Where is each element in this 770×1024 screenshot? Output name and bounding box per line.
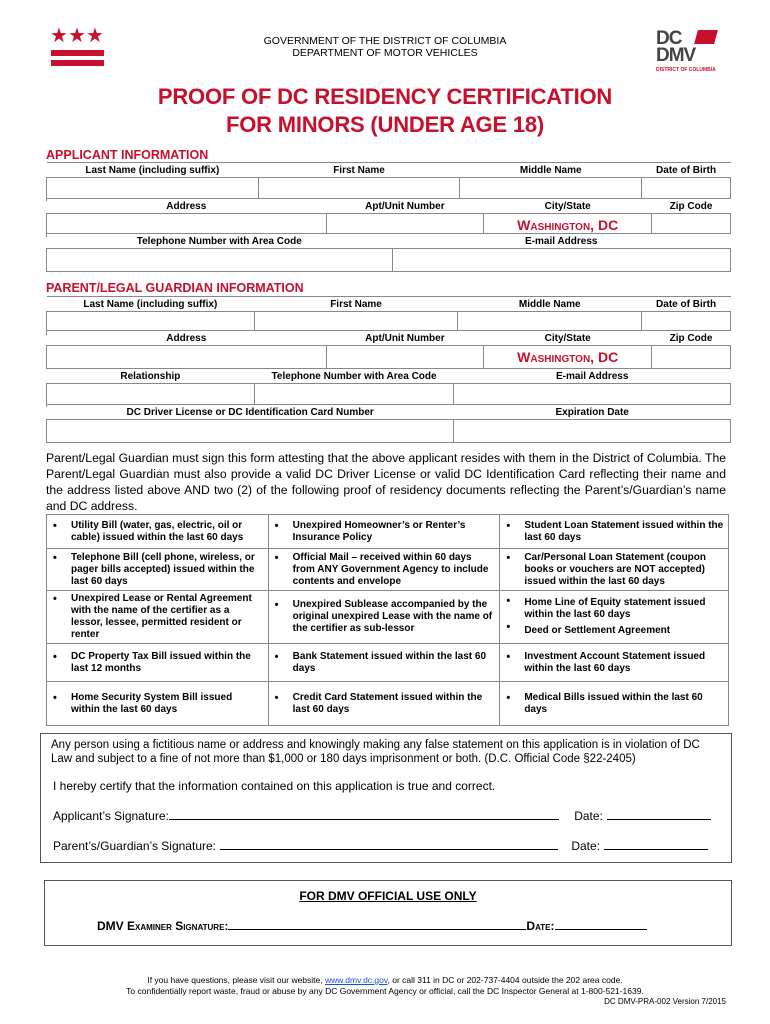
- doc-text: Utility Bill (water, gas, electric, oil or cable) issued within the last 60 days: [71, 519, 244, 543]
- guardian-first-name-label: First Name: [254, 297, 458, 312]
- form-id: DC DMV-PRA-002 Version 7/2015: [604, 997, 726, 1006]
- official-use-title: FOR DMV OFFICIAL USE ONLY: [299, 889, 477, 903]
- doc-text: Unexpired Lease or Rental Agreement with the name of the certifier as a lessor, lessee, permitted resident or renter: [71, 593, 252, 640]
- phone-label: Telephone Number with Area Code: [47, 234, 393, 249]
- footer-text: If you have questions, please visit our website,: [147, 975, 325, 985]
- doc-item: [268, 515, 500, 549]
- doc-item: [500, 515, 729, 549]
- guardian-email-label: E-mail Address: [454, 369, 731, 384]
- footer-text: , or call 311 in DC or 202-737-4404 outside the 202 area code.: [387, 975, 623, 985]
- applicant-date-label: Date:: [574, 809, 603, 823]
- guardian-license-table: [46, 404, 731, 443]
- examiner-signature-line[interactable]: [228, 929, 526, 930]
- guardian-section-title: PARENT/LEGAL GUARDIAN INFORMATION: [46, 281, 304, 295]
- guardian-middle-name-label: Middle Name: [458, 297, 642, 312]
- applicant-address-table: [46, 198, 731, 237]
- relationship-label: Relationship: [47, 369, 255, 384]
- guardian-signature-label: Parent’s/Guardian’s Signature:: [53, 839, 216, 853]
- bullet-icon: •: [274, 691, 279, 704]
- middle-name-label: Middle Name: [460, 163, 642, 178]
- guardian-zip-field[interactable]: [652, 346, 731, 369]
- examiner-signature-label: DMV Examiner Signature:: [97, 919, 229, 933]
- warning-text: Any person using a fictitious name or address and knowingly making any false statement on this application is in violation of DC Law and subject to a fine of not more than $1,000 or 180 days imprisonment or both. (D.C. Official Code §22-2405): [51, 739, 700, 765]
- license-field[interactable]: [47, 420, 454, 443]
- doc-item: [500, 549, 729, 591]
- examiner-date-line[interactable]: [555, 929, 647, 930]
- residency-documents-table: [46, 514, 729, 726]
- doc-item: [268, 591, 500, 644]
- email-label: E-mail Address: [392, 234, 731, 249]
- apt-label: Apt/Unit Number: [326, 199, 484, 214]
- star-icon: ★: [50, 25, 68, 47]
- guardian-city-value: Washington, DC: [484, 346, 652, 369]
- star-icon: ★: [86, 25, 104, 47]
- bullet-icon: •: [53, 519, 57, 532]
- bullet-icon: •: [506, 551, 511, 564]
- form-title-line1: PROOF OF DC RESIDENCY CERTIFICATION: [157, 84, 613, 109]
- applicant-signature-label: Applicant’s Signature:: [53, 809, 169, 823]
- official-use-box: [44, 880, 732, 946]
- bullet-icon: •: [53, 650, 57, 663]
- zip-label: Zip Code: [652, 199, 731, 214]
- applicant-date-line[interactable]: [607, 819, 711, 820]
- guardian-address-label: Address: [47, 331, 327, 346]
- doc-text: Official Mail – received within 60 days from ANY Government Agency to include contents and envelope: [292, 551, 489, 587]
- footer-line2: To confidentially report waste, fraud or abuse by any DC Government Agency or official, call the DC Inspector General at 1-800-521-1639.: [126, 986, 644, 996]
- logo-flag-mark: [694, 30, 718, 44]
- dmv-logo: [656, 30, 722, 78]
- doc-text: Deed or Settlement Agreement: [524, 625, 671, 636]
- first-name-label: First Name: [258, 163, 460, 178]
- doc-text: Medical Bills issued within the last 60 days: [524, 691, 703, 715]
- doc-text: Home Line of Equity statement issued within the last 60 days: [524, 597, 706, 620]
- guardian-apt-field[interactable]: [326, 346, 484, 369]
- doc-item: [500, 644, 729, 682]
- bullet-icon: •: [274, 519, 279, 532]
- guardian-apt-label: Apt/Unit Number: [326, 331, 484, 346]
- guardian-last-name-label: Last Name (including suffix): [47, 297, 255, 312]
- bullet-icon: •: [506, 650, 511, 663]
- applicant-signature-row: [53, 809, 723, 823]
- examiner-date-label: Date:: [526, 919, 555, 933]
- last-name-label: Last Name (including suffix): [47, 163, 259, 178]
- bullet-icon: •: [506, 691, 511, 704]
- doc-text: Credit Card Statement issued within the last 60 days: [292, 691, 483, 715]
- applicant-city-value: Washington, DC: [484, 214, 652, 237]
- doc-item: [268, 549, 500, 591]
- doc-item: [47, 515, 269, 549]
- guardian-address-table: [46, 330, 731, 369]
- bullet-icon: •: [274, 551, 279, 564]
- guardian-contact-table: [46, 368, 731, 407]
- form-title-line2: FOR MINORS (UNDER AGE 18): [225, 112, 545, 137]
- instructions-text: Parent/Legal Guardian must sign this form attesting that the above applicant resides with them in the District of Columbia. The Parent/Legal Guardian must also provide a valid DC Driver License or valid DC Identification Card reflecting their name and the address listed above AND two (2) of the following proof of residency documents reflecting the Parent’s/Guardian’s name and DC address.: [46, 451, 726, 513]
- doc-item: [47, 591, 269, 644]
- doc-item: [500, 682, 729, 726]
- guardian-city-state-label: City/State: [484, 331, 652, 346]
- guardian-dob-label: Date of Birth: [642, 297, 731, 312]
- guardian-signature-row: [53, 839, 723, 853]
- doc-text: Unexpired Homeowner’s or Renter’s Insurance Policy: [292, 519, 466, 543]
- expiration-field[interactable]: [454, 420, 731, 443]
- expiration-label: Expiration Date: [454, 405, 731, 420]
- doc-text: Student Loan Statement issued within the last 60 days: [524, 519, 724, 543]
- applicant-signature-line[interactable]: [169, 819, 559, 820]
- certify-text: I hereby certify that the information contained on this application is true and correct.: [53, 779, 496, 793]
- city-state-label: City/State: [484, 199, 652, 214]
- bullet-icon: •: [53, 593, 57, 605]
- dmv-logo-sub: DISTRICT OF COLUMBIA: [656, 67, 716, 73]
- doc-text: Telephone Bill (cell phone, wireless, or pager bills accepted) issued within the last 60 days: [71, 551, 255, 587]
- bullet-icon: •: [506, 621, 511, 633]
- applicant-table: [46, 162, 731, 201]
- doc-text: Investment Account Statement issued within the last 60 days: [524, 650, 706, 674]
- bullet-icon: •: [274, 650, 279, 663]
- guardian-phone-label: Telephone Number with Area Code: [254, 369, 454, 384]
- doc-text: Car/Personal Loan Statement (coupon books or vouchers are NOT accepted) issued within the last 60 days: [524, 551, 707, 587]
- doc-text: Unexpired Sublease accompanied by the original unexpired Lease with the name of the certifier as sub-lessor: [292, 599, 493, 634]
- doc-item: [47, 549, 269, 591]
- guardian-date-label: Date:: [571, 839, 601, 853]
- address-label: Address: [47, 199, 327, 214]
- bullet-icon: •: [506, 595, 511, 607]
- guardian-zip-label: Zip Code: [652, 331, 731, 346]
- examiner-row: [97, 919, 647, 933]
- website-link[interactable]: www.dmv.dc.gov: [324, 975, 388, 985]
- gov-line: GOVERNMENT OF THE DISTRICT OF COLUMBIA: [263, 35, 507, 47]
- applicant-contact-table: [46, 233, 731, 272]
- star-icon: ★: [68, 25, 86, 47]
- dob-label: Date of Birth: [642, 163, 731, 178]
- applicant-section-title: APPLICANT INFORMATION: [46, 148, 209, 162]
- guardian-signature-line[interactable]: [220, 849, 558, 850]
- doc-text: Home Security System Bill issued within the last 60 days: [71, 691, 233, 715]
- doc-item: [47, 644, 269, 682]
- bullet-icon: •: [274, 599, 279, 611]
- doc-item: [268, 644, 500, 682]
- dmv-logo-text: DC DMV: [656, 28, 696, 66]
- guardian-address-field[interactable]: [47, 346, 327, 369]
- bullet-icon: •: [53, 691, 57, 704]
- applicant-email-field[interactable]: [392, 249, 731, 272]
- doc-text: DC Property Tax Bill issued within the last 12 months: [71, 650, 251, 674]
- doc-text: Bank Statement issued within the last 60 days: [292, 650, 487, 674]
- doc-item: [500, 591, 729, 644]
- guardian-date-line[interactable]: [604, 849, 708, 850]
- bullet-icon: •: [506, 519, 511, 532]
- doc-item: [47, 682, 269, 726]
- footer-line1: [0, 975, 770, 985]
- bullet-icon: •: [53, 551, 57, 564]
- doc-item: [268, 682, 500, 726]
- license-label: DC Driver License or DC Identification Card Number: [47, 405, 454, 420]
- flag-stripe: [51, 60, 104, 66]
- dept-line: DEPARTMENT OF MOTOR VEHICLES: [292, 47, 478, 59]
- certification-box: [40, 733, 732, 863]
- applicant-phone-field[interactable]: [47, 249, 393, 272]
